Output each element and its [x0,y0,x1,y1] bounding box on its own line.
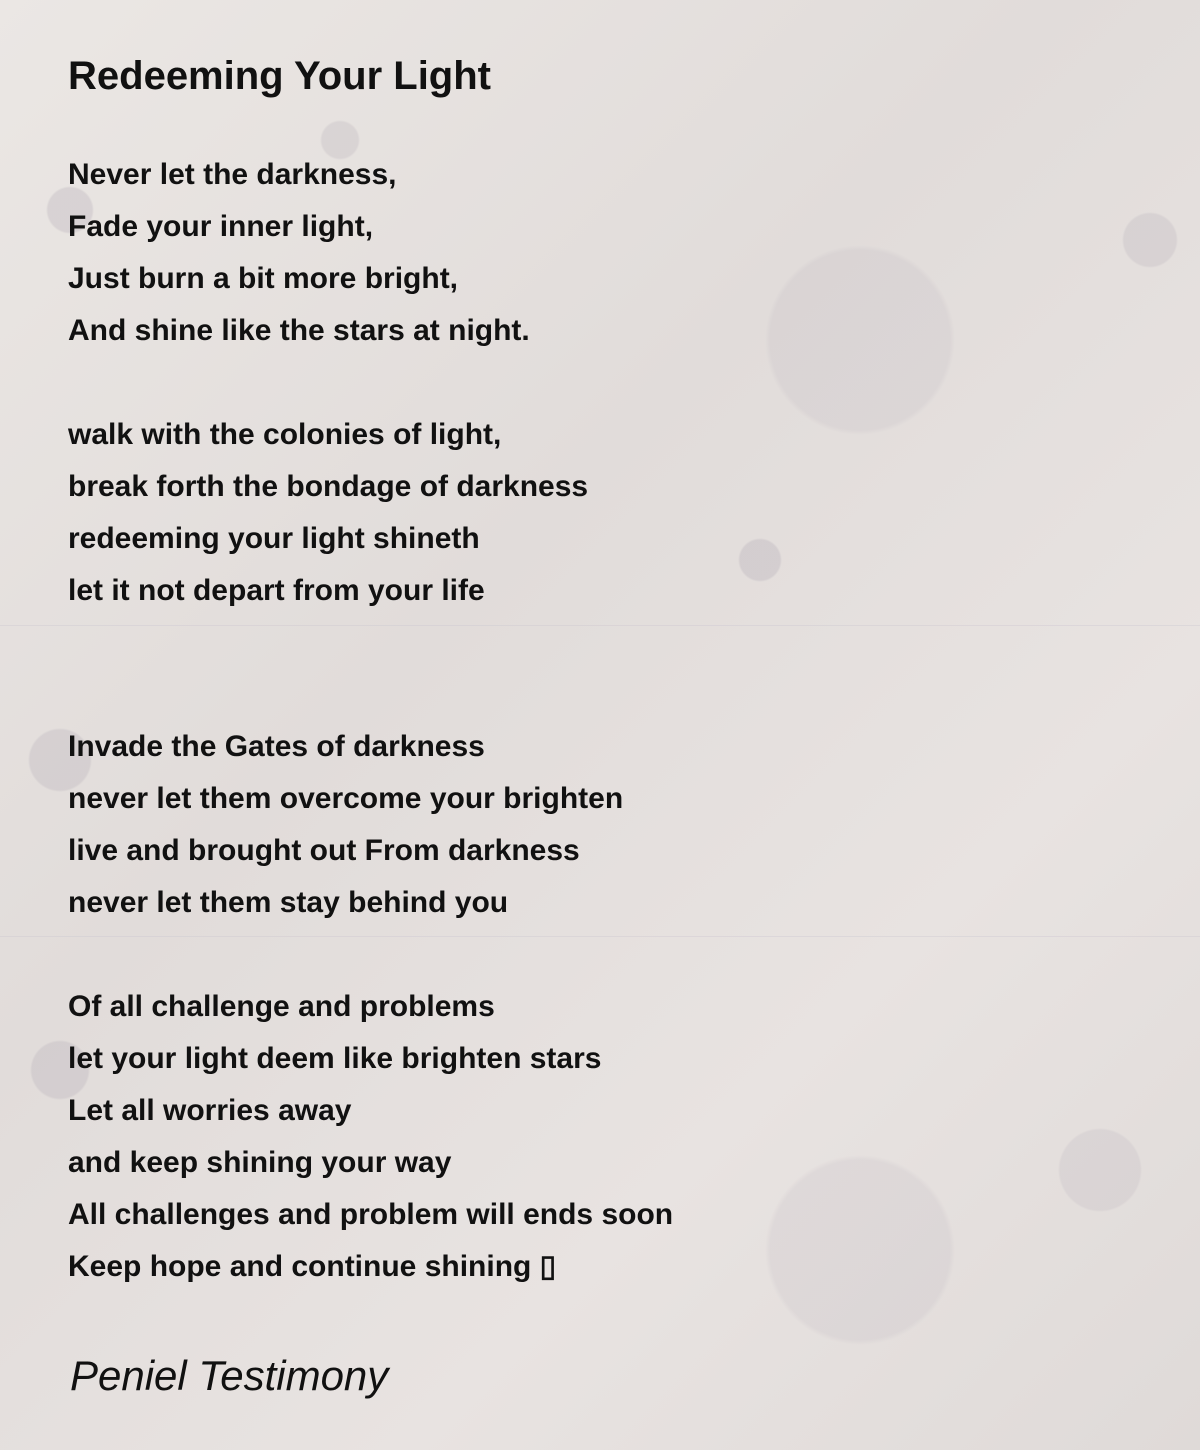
poem-line: Fade your inner light, [68,210,374,243]
poem-line: walk with the colonies of light, [68,418,502,451]
poem-line: let it not depart from your life [68,574,485,607]
poem-line: Invade the Gates of darkness [68,730,485,763]
poem-title: Redeeming Your Light [68,54,491,98]
poem-line: Just burn a bit more bright, [68,262,459,295]
poem-line: never let them stay behind you [68,886,509,919]
poem-stanza-1 [68,149,530,357]
poem-line: Of all challenge and problems [68,990,495,1023]
poem-line: redeeming your light shineth [68,522,480,555]
poem-stanza-4 [68,981,673,1293]
poem-line: Keep hope and continue shining ▯ [68,1250,557,1283]
poem-line: And shine like the stars at night. [68,314,530,347]
poem-line: and keep shining your way [68,1146,452,1179]
poem-line: live and brought out From darkness [68,834,580,867]
poem-line: Let all worries away [68,1094,352,1127]
poem-stanza-3 [68,721,623,929]
poem-line: All challenges and problem will ends soon [68,1198,674,1231]
background-texture-seam [0,936,1200,937]
poem-line: break forth the bondage of darkness [68,470,589,503]
poem-author: Peniel Testimony [70,1352,389,1399]
poem-line: never let them overcome your brighten [68,782,624,815]
background-texture-seam [0,625,1200,626]
poem-stanza-2 [68,409,588,617]
poem-line: Never let the darkness, [68,158,397,191]
poem-line: let your light deem like brighten stars [68,1042,602,1075]
